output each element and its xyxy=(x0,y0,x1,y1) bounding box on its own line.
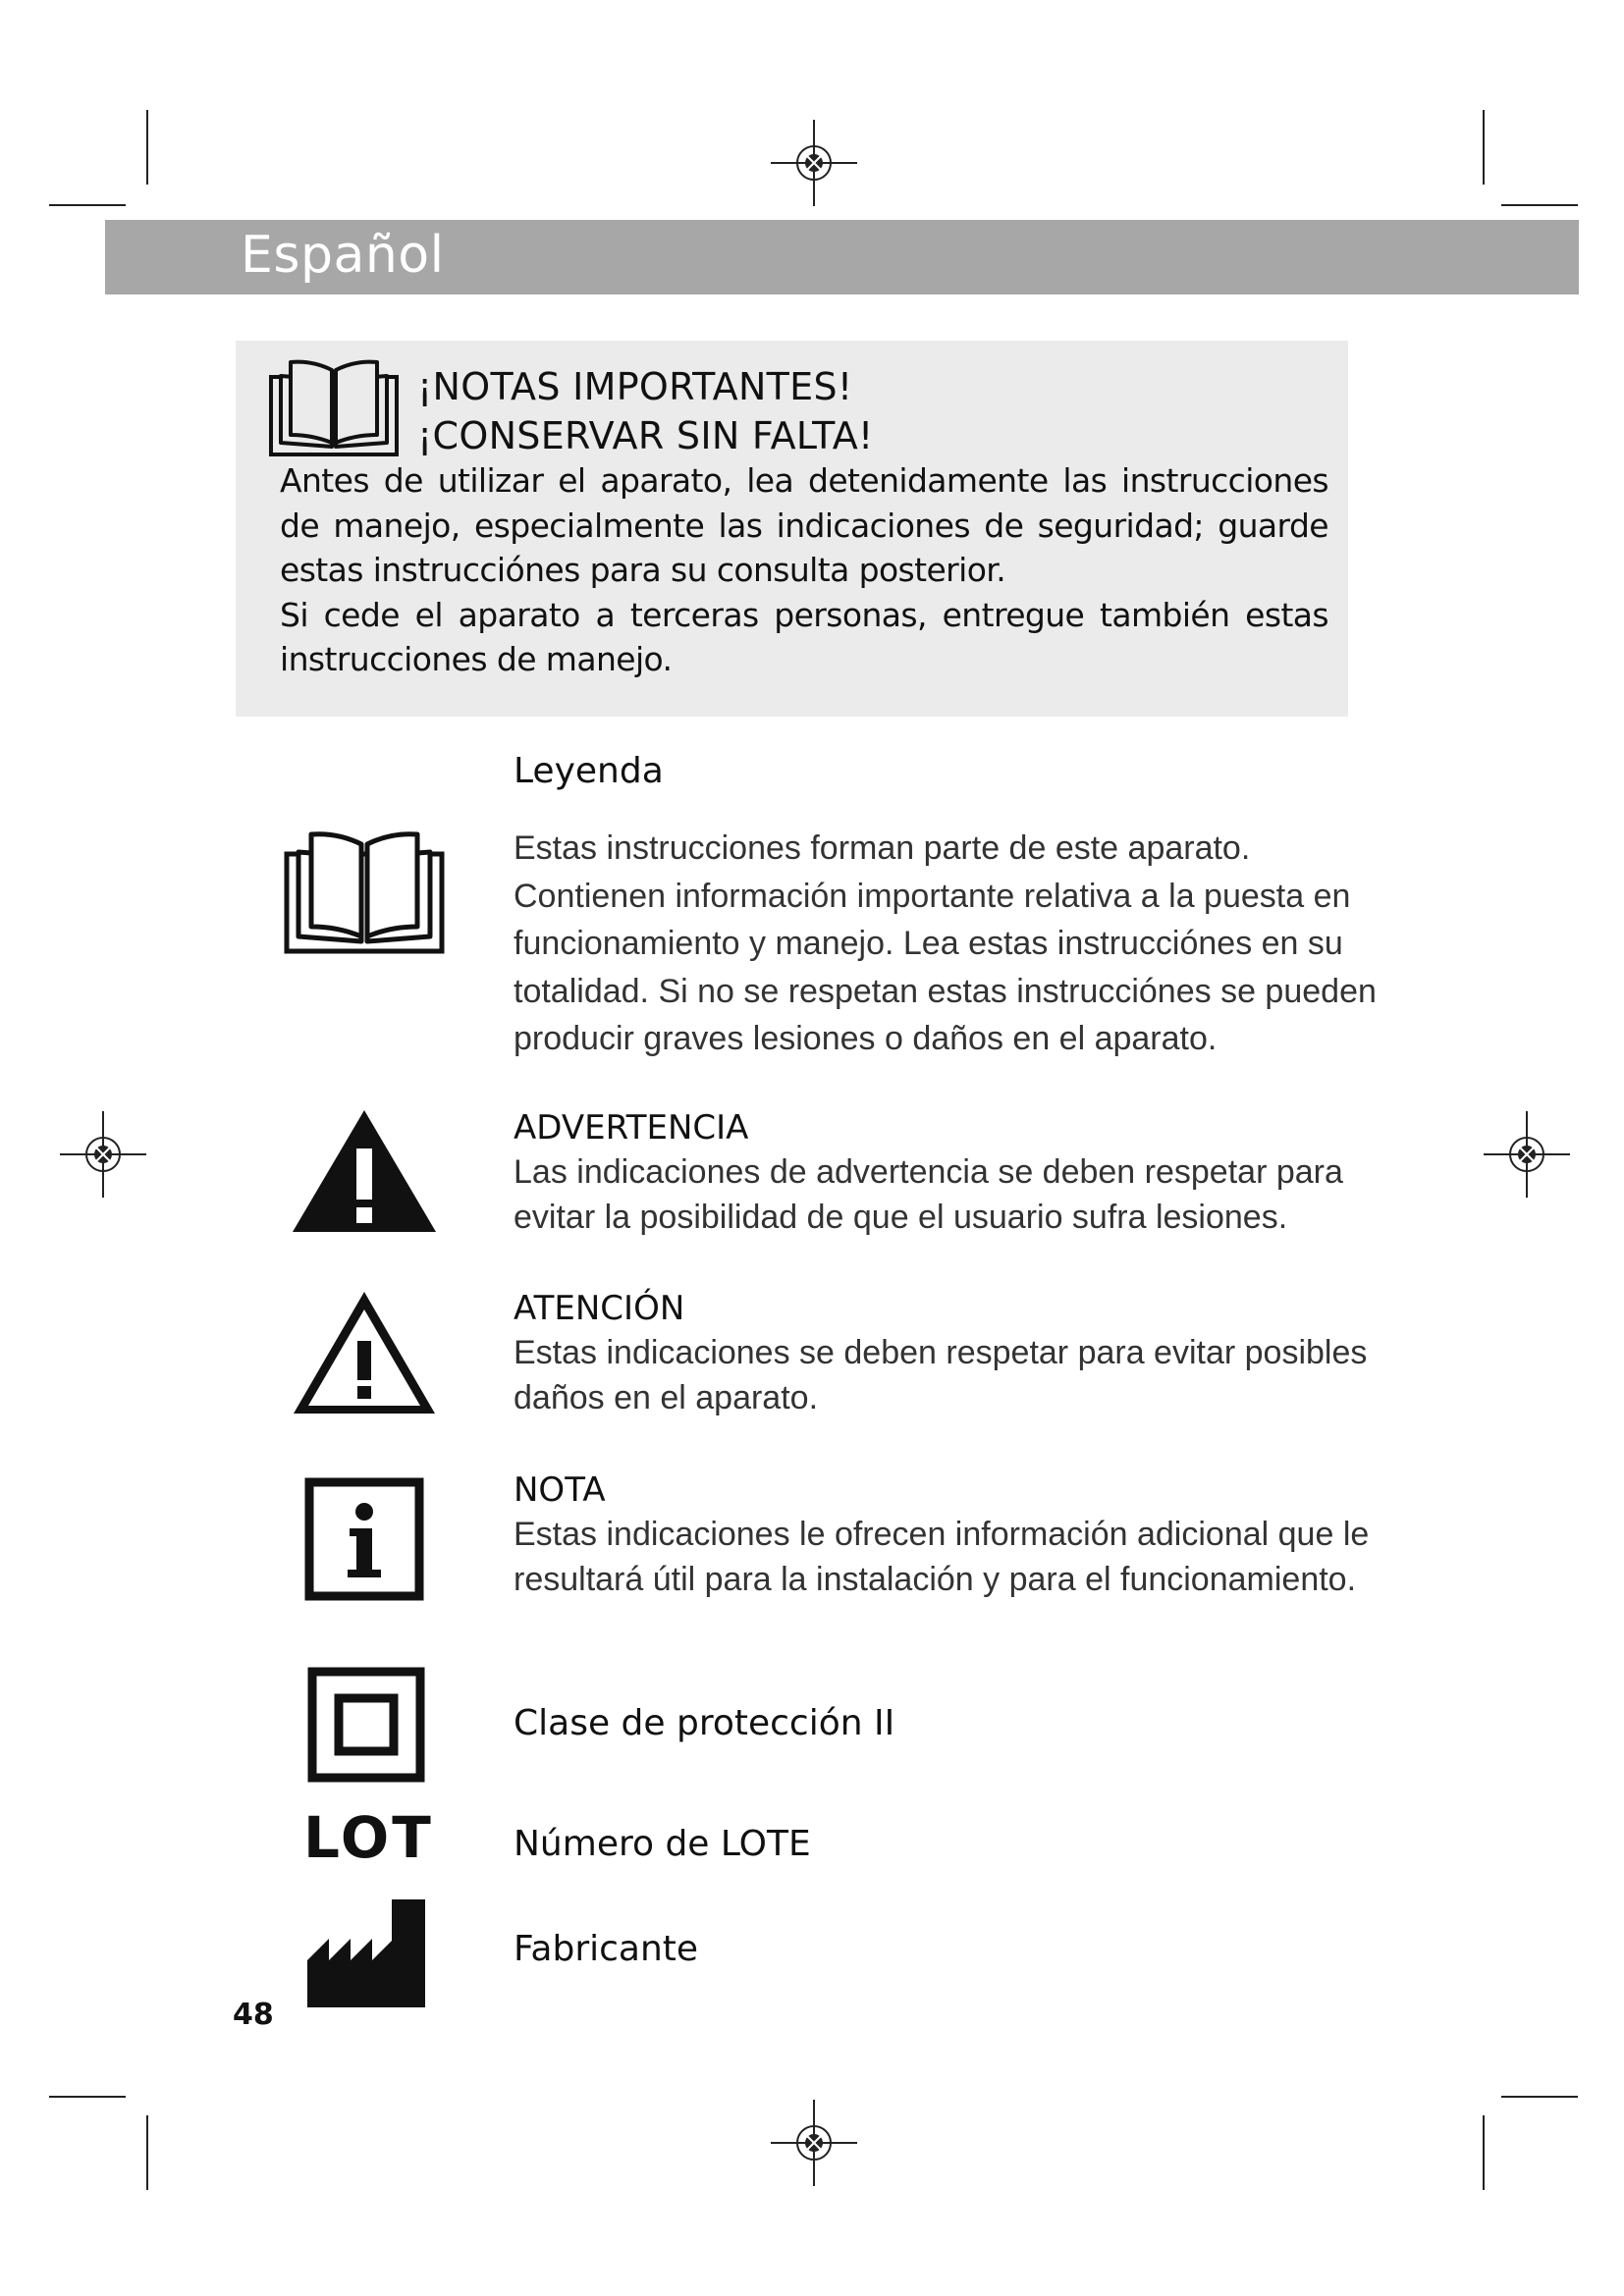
lot-icon: LOT xyxy=(303,1804,434,1871)
page-number: 48 xyxy=(233,1998,274,2032)
legend-manual-description: Estas instrucciones forman parte de este aparato. Contienen información importante relativa a la puesta en funcionamiento y manejo. Lea estas instrucciónes en su totalidad. Si no se respetan estas instrucciónes se pueden producir graves lesiones o daños en el aparato. xyxy=(514,829,1377,1057)
legend-warning xyxy=(514,1106,1387,1240)
notes-paragraph-2: Si cede el aparato a terceras personas, entregue también estas instrucciones de manejo. xyxy=(280,595,1328,678)
notes-paragraph-1: Antes de utilizar el aparato, lea detenidamente las instrucciones de manejo, especialmente las indicaciones de seguridad; guarde estas instrucciónes para su consulta posterior. xyxy=(280,461,1328,589)
important-notes-box xyxy=(236,341,1348,717)
legend-manual xyxy=(514,825,1387,1063)
legend-warning-description: Las indicaciones de advertencia se deben respetar para evitar la posibilidad de que el usuario sufra lesiones. xyxy=(514,1153,1343,1236)
registration-mark-icon xyxy=(767,2096,861,2190)
legend-caution xyxy=(514,1287,1387,1420)
notes-heading xyxy=(417,362,874,460)
crop-mark xyxy=(146,2115,148,2190)
open-book-icon xyxy=(284,823,445,954)
legend-note xyxy=(514,1468,1387,1602)
registration-mark-icon xyxy=(767,116,861,210)
language-header-bar xyxy=(105,220,1579,294)
legend-protection-class-label: Clase de protección II xyxy=(514,1703,895,1743)
warning-filled-icon xyxy=(291,1107,438,1235)
crop-mark xyxy=(1501,204,1578,206)
factory-icon xyxy=(307,1899,425,2007)
info-icon xyxy=(304,1477,424,1601)
legend-lot-label: Número de LOTE xyxy=(514,1824,811,1864)
legend-warning-heading: ADVERTENCIA xyxy=(514,1108,749,1148)
language-title: Español xyxy=(241,226,445,285)
notes-text xyxy=(280,458,1328,682)
crop-mark xyxy=(1483,2115,1485,2190)
legend-caution-description: Estas indicaciones se deben respetar para evitar posibles daños en el aparato. xyxy=(514,1334,1368,1416)
double-square-icon xyxy=(307,1667,425,1783)
notes-heading-line2: ¡CONSERVAR SIN FALTA! xyxy=(417,414,874,457)
registration-mark-icon xyxy=(1480,1107,1574,1201)
crop-mark xyxy=(146,110,148,185)
legend-caution-heading: ATENCIÓN xyxy=(514,1289,685,1328)
warning-outline-icon xyxy=(291,1288,438,1417)
open-book-icon xyxy=(269,352,399,456)
crop-mark xyxy=(49,204,126,206)
crop-mark xyxy=(49,2096,126,2098)
legend-title: Leyenda xyxy=(514,751,664,791)
legend-manufacturer-label: Fabricante xyxy=(514,1929,699,1969)
crop-mark xyxy=(1483,110,1485,185)
crop-mark xyxy=(1501,2096,1578,2098)
legend-note-description: Estas indicaciones le ofrecen información adicional que le resultará útil para la instalación y para el funcionamiento. xyxy=(514,1516,1370,1598)
registration-mark-icon xyxy=(56,1107,150,1201)
notes-heading-line1: ¡NOTAS IMPORTANTES! xyxy=(417,365,853,408)
legend-note-heading: NOTA xyxy=(514,1470,606,1510)
